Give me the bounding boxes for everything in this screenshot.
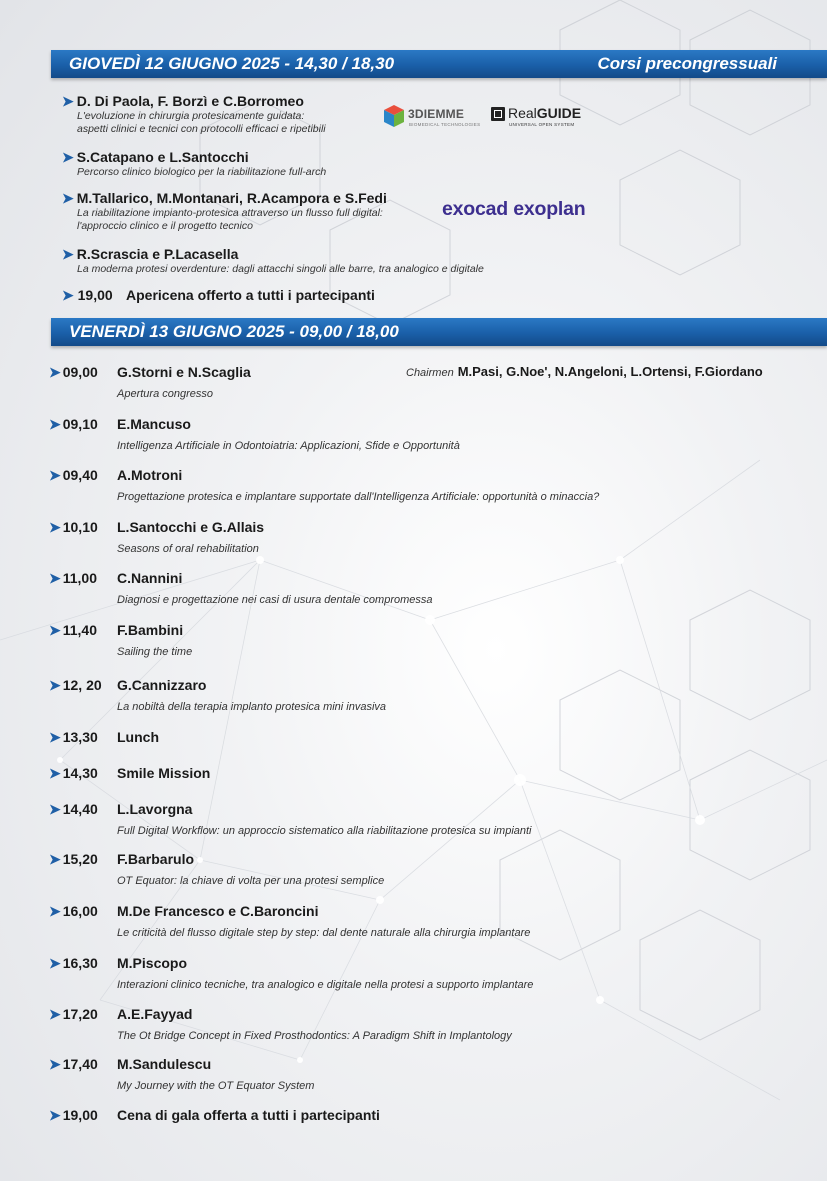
session-speaker: A.Motroni [117, 467, 183, 483]
arrow-icon: ➤ [49, 903, 61, 919]
session-time-value: 12, 20 [62, 677, 102, 693]
session-description: Seasons of oral rehabilitation [117, 543, 259, 555]
session-time [49, 729, 98, 746]
pre-course-desc: aspetti clinici e tecnici con protocolli efficaci e ripetibili [77, 123, 326, 135]
arrow-icon: ➤ [62, 149, 74, 165]
friday-header-bar [51, 318, 827, 346]
arrow-icon: ➤ [49, 1006, 61, 1022]
arrow-icon: ➤ [49, 955, 61, 971]
session-time-value: 14,40 [62, 801, 98, 817]
session-speaker: C.Nannini [117, 570, 183, 586]
pre-course-desc: La riabilitazione impianto-protesica attraverso un flusso full digital: [77, 207, 383, 219]
session-speaker: A.E.Fayyad [117, 1006, 193, 1022]
session-time [49, 364, 98, 381]
session-time [49, 467, 98, 484]
session-time-value: 14,30 [62, 765, 98, 781]
thursday-title: GIOVEDÌ 12 GIUGNO 2025 - 14,30 / 18,30 [69, 54, 395, 73]
pre-course-desc: L'evoluzione in chirurgia protesicamente guidata: [77, 110, 305, 122]
session-speaker: L.Lavorgna [117, 801, 193, 817]
pre-course-desc: La moderna protesi overdenture: dagli attacchi singoli alle barre, tra analogico e digitale [77, 263, 484, 275]
session-time-value: 09,00 [62, 364, 98, 380]
3diemme-wordmark: 3DIEMME [408, 107, 465, 121]
session-time [49, 765, 98, 782]
session-speaker: L.Santocchi e G.Allais [117, 519, 265, 535]
session-time-value: 09,10 [62, 416, 98, 432]
session-time [49, 570, 97, 587]
session-time-value: 19,00 [62, 1107, 98, 1123]
pre-course-speakers: S.Catapano e L.Santocchi [76, 149, 249, 165]
session-time-value: 16,30 [62, 955, 98, 971]
session-time-value: 17,40 [62, 1056, 98, 1072]
session-speaker: Cena di gala offerta a tutti i partecipanti [117, 1107, 380, 1123]
thursday-right-label: Corsi precongressuali [597, 54, 777, 73]
arrow-icon: ➤ [49, 467, 61, 483]
session-description: Diagnosi e progettazione nei casi di usura dentale compromessa [117, 594, 433, 606]
session-time [49, 519, 98, 536]
session-speaker: M.De Francesco e C.Baroncini [117, 903, 319, 919]
session-speaker: Lunch [117, 729, 159, 745]
session-description: Sailing the time [117, 646, 193, 658]
realguide-logo [491, 104, 591, 130]
arrow-icon: ➤ [49, 801, 61, 817]
pre-course-speakers: R.Scrascia e P.Lacasella [76, 246, 239, 262]
pre-course-item [62, 149, 582, 179]
session-description: Le criticità del flusso digitale step by step: dal dente naturale alla chirurgia implantare [117, 927, 531, 939]
session-time-value: 15,20 [62, 851, 98, 867]
chairmen-names: M.Pasi, G.Noe', N.Angeloni, L.Ortensi, F.Giordano [457, 364, 763, 379]
session-description: Intelligenza Artificiale in Odontoiatria: Applicazioni, Sfide e Opportunità [117, 440, 460, 452]
thursday-header-bar [51, 50, 827, 78]
arrow-icon: ➤ [49, 416, 61, 432]
session-time-value: 11,00 [62, 570, 97, 586]
aperitivo-text: Apericena offerto a tutti i partecipanti [126, 287, 375, 303]
arrow-icon: ➤ [49, 765, 61, 781]
session-time-value: 10,10 [62, 519, 98, 535]
arrow-icon: ➤ [62, 287, 74, 303]
session-description: Apertura congresso [117, 388, 213, 400]
chairmen-label: Chairmen [406, 367, 454, 379]
pre-course-speakers: M.Tallarico, M.Montanari, R.Acampora e S.Fedi [76, 190, 387, 206]
pre-course-desc: l'approccio clinico e il progetto tecnico [77, 220, 253, 232]
session-speaker: E.Mancuso [117, 416, 191, 432]
pre-course-item [62, 246, 622, 276]
arrow-icon: ➤ [49, 622, 61, 638]
session-time [49, 955, 98, 972]
session-time-value: 13,30 [62, 729, 98, 745]
exocad-exoplan-logo: exocad exoplan [442, 198, 586, 220]
session-time [49, 1006, 98, 1023]
session-description: My Journey with the OT Equator System [117, 1080, 315, 1092]
realguide-mark-icon [491, 107, 505, 121]
arrow-icon: ➤ [49, 1056, 61, 1072]
arrow-icon: ➤ [62, 93, 74, 109]
session-time-value: 11,40 [62, 622, 97, 638]
session-speaker: F.Bambini [117, 622, 184, 638]
session-time [49, 903, 98, 920]
friday-title: VENERDÌ 13 GIUGNO 2025 - 09,00 / 18,00 [69, 322, 399, 341]
chairmen [406, 364, 763, 379]
session-time [49, 677, 102, 694]
session-time [49, 1056, 98, 1073]
aperitivo-time: 19,00 [77, 287, 113, 303]
3diemme-logo [382, 104, 486, 130]
realguide-tagline: UNIVERSAL OPEN SYSTEM [509, 122, 575, 127]
session-time [49, 1107, 98, 1124]
pre-course-speakers: D. Di Paola, F. Borzì e C.Borromeo [76, 93, 304, 109]
session-speaker: G.Storni e N.Scaglia [117, 364, 251, 380]
arrow-icon: ➤ [49, 364, 61, 380]
arrow-icon: ➤ [49, 570, 61, 586]
session-speaker: F.Barbarulo [117, 851, 195, 867]
session-speaker: G.Cannizzaro [117, 677, 207, 693]
session-time-value: 17,20 [62, 1006, 98, 1022]
session-time [49, 622, 97, 639]
session-description: La nobiltà della terapia implanto protesica mini invasiva [117, 701, 387, 713]
session-time [49, 801, 98, 818]
3diemme-cube-icon [382, 104, 406, 128]
session-speaker: M.Sandulescu [117, 1056, 212, 1072]
session-description: OT Equator: la chiave di volta per una protesi semplice [117, 875, 385, 887]
session-speaker: Smile Mission [117, 765, 211, 781]
session-description: Progettazione protesica e implantare supportate dall'Intelligenza Artificiale: opportunità o minaccia? [117, 491, 600, 503]
arrow-icon: ➤ [49, 729, 61, 745]
session-time-value: 16,00 [62, 903, 98, 919]
arrow-icon: ➤ [49, 851, 61, 867]
aperitivo-line [62, 287, 375, 304]
3diemme-tagline: BIOMEDICAL TECHNOLOGIES [409, 122, 481, 127]
session-time [49, 851, 98, 868]
arrow-icon: ➤ [62, 246, 74, 262]
arrow-icon: ➤ [62, 190, 74, 206]
arrow-icon: ➤ [49, 519, 61, 535]
session-description: Full Digital Workflow: un approccio sistematico alla riabilitazione protesica su impianti [117, 825, 532, 837]
pre-course-desc: Percorso clinico biologico per la riabilitazione full-arch [77, 166, 327, 178]
session-time-value: 09,40 [62, 467, 98, 483]
session-time [49, 416, 98, 433]
realguide-word-a: Real [508, 105, 537, 121]
session-speaker: M.Piscopo [117, 955, 188, 971]
session-description: Interazioni clinico tecniche, tra analogico e digitale nella protesi a supporto implantare [117, 979, 534, 991]
arrow-icon: ➤ [49, 1107, 61, 1123]
realguide-word-b: GUIDE [536, 105, 582, 121]
arrow-icon: ➤ [49, 677, 61, 693]
session-description: The Ot Bridge Concept in Fixed Prosthodontics: A Paradigm Shift in Implantology [117, 1030, 512, 1042]
